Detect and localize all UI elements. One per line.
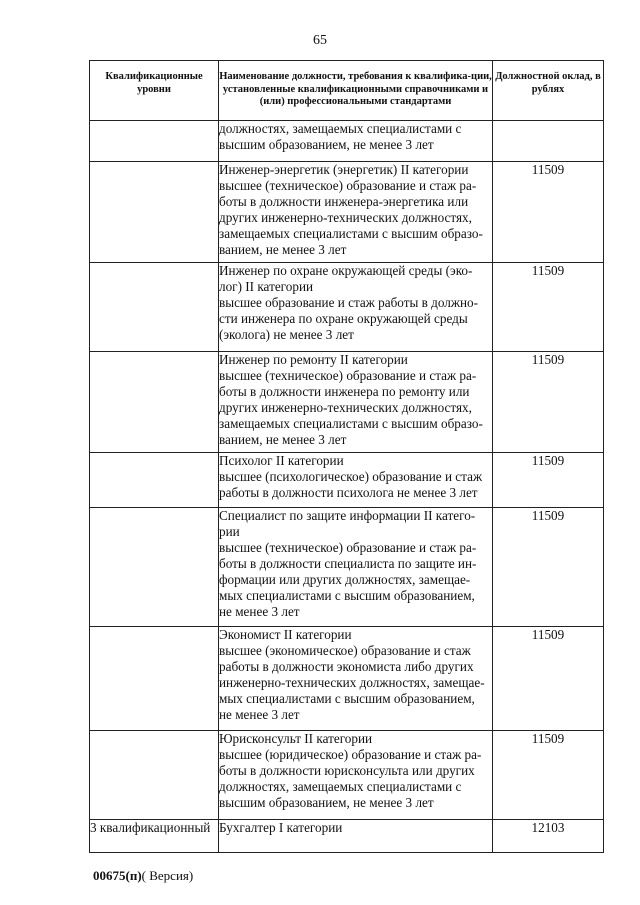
table-row bbox=[90, 162, 604, 263]
salary-cell: 11509 bbox=[493, 352, 604, 453]
page-number: 65 bbox=[313, 33, 327, 48]
position-description-cell: Специалист по защите информации II катего- рии высшее (техническое) образование и стаж ра- боты в должности специалиста по защите ин- формации или других должностях, замещае- мых специалистами с высшим образованием, не менее 3 лет bbox=[219, 508, 493, 627]
level-cell bbox=[90, 453, 219, 508]
level-cell bbox=[90, 352, 219, 453]
position-description-cell: Экономист II категории высшее (экономическое) образование и стаж работы в должности экономиста либо других инженерно-технических должностях, замещае- мых специалистами с высшим образованием, не менее 3 лет bbox=[219, 627, 493, 731]
version-label: ( Версия) bbox=[141, 868, 194, 883]
salary-cell: 11509 bbox=[493, 162, 604, 263]
table-row bbox=[90, 508, 604, 627]
salary-cell: 12103 bbox=[493, 820, 604, 853]
document-code: 00675(п) bbox=[93, 868, 142, 883]
table-row bbox=[90, 263, 604, 352]
header-salary: Должностной оклад, в рублях bbox=[493, 61, 604, 121]
table-row bbox=[90, 352, 604, 453]
level-cell bbox=[90, 121, 219, 162]
salary-cell: 11509 bbox=[493, 263, 604, 352]
level-cell bbox=[90, 508, 219, 627]
position-description-cell: Юрисконсульт II категории высшее (юридическое) образование и стаж ра- боты в должности юрисконсульта или других должностях, замещаемых специалистами с высшим образованием, не менее 3 лет bbox=[219, 731, 493, 820]
level-cell: 3 квалификационный bbox=[90, 820, 219, 853]
position-description-cell: Инженер по ремонту II категории высшее (техническое) образование и стаж ра- боты в должности инженера по ремонту или других инженерно-технических должностях, замещаемых специалистами с высшим образо- ванием, не менее 3 лет bbox=[219, 352, 493, 453]
table-row bbox=[90, 627, 604, 731]
salary-cell: 11509 bbox=[493, 453, 604, 508]
level-cell bbox=[90, 627, 219, 731]
position-description-cell: Инженер по охране окружающей среды (эко- лог) II категории высшее образование и стаж работы в должно- сти инженера по охране окружающей среды (эколога) не менее 3 лет bbox=[219, 263, 493, 352]
table-row bbox=[90, 453, 604, 508]
document-footer bbox=[93, 868, 193, 884]
level-cell bbox=[90, 162, 219, 263]
position-description-cell: Психолог II категории высшее (психологическое) образование и стаж работы в должности психолога не менее 3 лет bbox=[219, 453, 493, 508]
level-cell bbox=[90, 731, 219, 820]
qualification-salary-table bbox=[89, 60, 604, 853]
position-description-cell: Бухгалтер I категории bbox=[219, 820, 493, 853]
salary-cell: 11509 bbox=[493, 731, 604, 820]
header-position-requirements: Наименование должности, требования к квалифика-ции, установленные квалификационными справочниками и (или) профессиональными стандартами bbox=[219, 61, 493, 121]
position-description-cell: должностях, замещаемых специалистами с высшим образованием, не менее 3 лет bbox=[219, 121, 493, 162]
salary-cell bbox=[493, 121, 604, 162]
table-header-row bbox=[90, 61, 604, 121]
level-cell bbox=[90, 263, 219, 352]
table-row bbox=[90, 820, 604, 853]
salary-cell: 11509 bbox=[493, 627, 604, 731]
salary-cell: 11509 bbox=[493, 508, 604, 627]
header-qualification-levels: Квалификационные уровни bbox=[90, 61, 219, 121]
position-description-cell: Инженер-энергетик (энергетик) II категории высшее (техническое) образование и стаж ра- боты в должности инженера-энергетика или других инженерно-технических должностях, замещаемых специалистами с высшим образо- ванием, не менее 3 лет bbox=[219, 162, 493, 263]
table-row bbox=[90, 121, 604, 162]
table-row bbox=[90, 731, 604, 820]
